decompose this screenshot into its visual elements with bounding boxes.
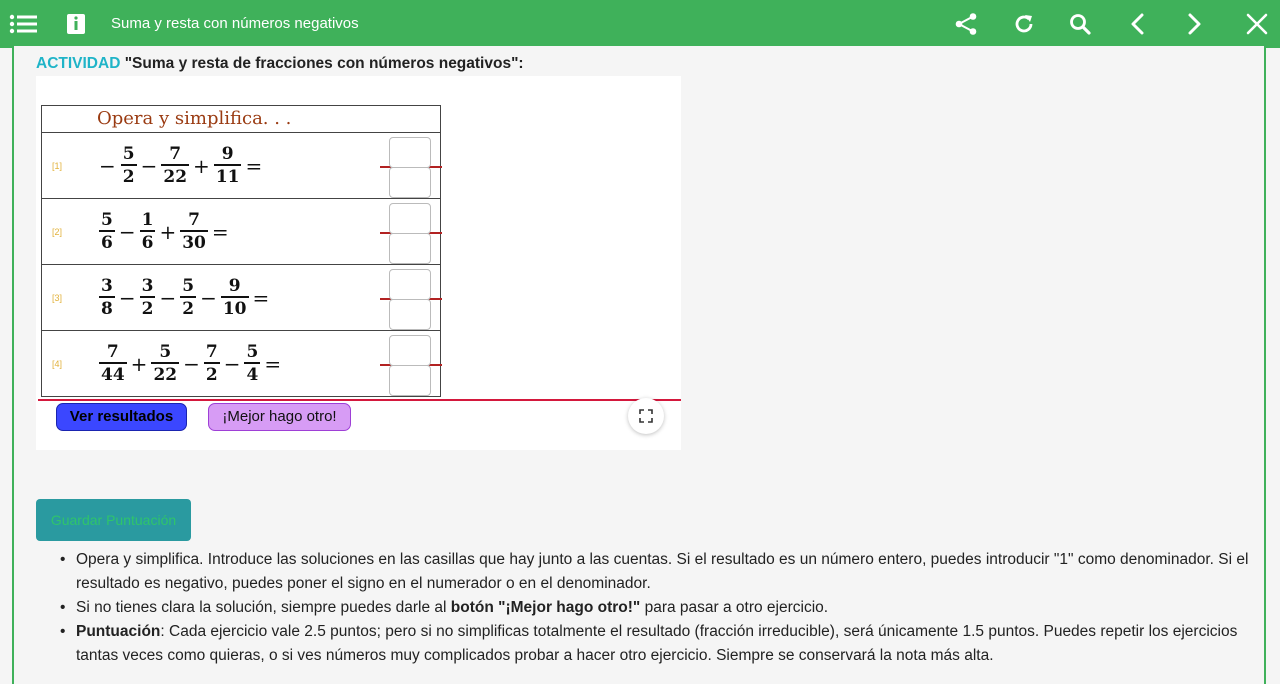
close-icon[interactable] (1242, 0, 1272, 48)
math-operator: − (140, 154, 158, 178)
show-results-button[interactable]: Ver resultados (56, 403, 187, 431)
math-operator: = (245, 154, 263, 178)
numerator: 7 (205, 342, 218, 363)
fraction (151, 342, 179, 386)
math-operator: = (264, 352, 282, 376)
fraction (204, 342, 220, 386)
math-operator: + (193, 154, 210, 178)
denominator: 22 (153, 364, 178, 385)
denominator: 6 (141, 232, 154, 253)
denominator: 2 (141, 298, 154, 319)
numerator: 7 (188, 210, 200, 231)
fraction (140, 276, 156, 320)
math-operator: + (159, 220, 177, 244)
exercise-row (42, 331, 440, 396)
exercise-table (41, 105, 441, 397)
math-operator: − (223, 352, 241, 376)
denominator: 22 (163, 166, 188, 187)
exercise-index: [1] (52, 161, 63, 171)
fraction (99, 276, 115, 320)
math-operator: − (99, 154, 116, 178)
fraction (99, 342, 127, 386)
denominator: 30 (182, 232, 206, 253)
denominator: 44 (101, 364, 125, 385)
math-operator: − (200, 286, 217, 310)
new-exercise-button[interactable]: ¡Mejor hago otro! (208, 403, 351, 431)
numerator: 5 (246, 342, 259, 363)
math-operator: − (183, 352, 200, 376)
exercise-row (42, 265, 440, 331)
denominator-input[interactable] (389, 365, 431, 396)
instruction-item: • Puntuación: Cada ejercicio vale 2.5 puntos; pero si no simplificas totalmente el resultado (fracción irreducible), será únicamente 1.5 puntos. Puedes repetir los ejercicios tantas veces como quieras, o si ves números muy complicados probar a hacer otro ejercicio. Siempre se conservará la nota más alta. (60, 620, 1260, 668)
math-operator: = (252, 286, 270, 310)
denominator-input[interactable] (389, 233, 431, 264)
top-bar (0, 0, 1280, 48)
math-operator: + (130, 352, 148, 376)
chevron-left-icon[interactable] (1124, 0, 1152, 48)
instruction-item: • Si no tienes clara la solución, siempre puedes darle al botón "¡Mejor hago otro!" para pasar a otro ejercicio. (60, 596, 1260, 620)
exercise-expression (97, 265, 271, 331)
numerator: 3 (101, 276, 113, 297)
fullscreen-button[interactable] (628, 398, 664, 434)
activity-keyword: ACTIVIDAD (36, 55, 121, 72)
numerator: 9 (228, 276, 241, 297)
denominator: 11 (215, 166, 240, 187)
divider-line (38, 399, 681, 401)
fraction (121, 144, 137, 188)
exercise-applet (36, 76, 681, 450)
fraction (140, 210, 156, 254)
reload-icon[interactable] (1010, 0, 1038, 48)
fraction (180, 210, 208, 254)
book-icon[interactable] (64, 0, 88, 48)
math-operator: − (118, 220, 136, 244)
denominator: 2 (122, 166, 135, 187)
fraction (221, 276, 249, 320)
fraction (214, 144, 242, 188)
exercise-index: [3] (52, 293, 63, 303)
chevron-right-icon[interactable] (1180, 0, 1208, 48)
numerator: 9 (221, 144, 234, 165)
denominator: 4 (246, 364, 259, 385)
exercise-instruction: Opera y simplifica. . . (97, 108, 292, 129)
activity-name: "Suma y resta de fracciones con números negativos": (124, 55, 524, 72)
denominator-input[interactable] (389, 299, 431, 330)
fraction (180, 276, 196, 320)
denominator: 2 (182, 298, 195, 319)
denominator: 8 (101, 298, 113, 319)
fraction (244, 342, 260, 386)
fullscreen-icon (639, 409, 653, 423)
math-operator: − (159, 286, 177, 310)
share-icon[interactable] (952, 0, 980, 48)
list-icon[interactable] (8, 0, 40, 48)
instructions-list (60, 548, 1260, 668)
math-operator: − (118, 286, 136, 310)
exercise-expression (97, 331, 283, 397)
numerator: 1 (141, 210, 154, 231)
numerator: 5 (182, 276, 195, 297)
numerator: 5 (101, 210, 113, 231)
exercise-row (42, 199, 440, 265)
numerator: 5 (122, 144, 135, 165)
fraction (99, 210, 115, 254)
exercise-expression (97, 199, 231, 265)
denominator: 2 (205, 364, 218, 385)
numerator: 7 (169, 144, 182, 165)
exercise-header (42, 106, 440, 133)
numerator: 3 (141, 276, 154, 297)
exercise-expression (97, 133, 264, 199)
numerator: 7 (106, 342, 119, 363)
fraction (161, 144, 189, 188)
search-icon[interactable] (1066, 0, 1094, 48)
numerator-input[interactable] (389, 203, 431, 234)
math-operator: = (211, 220, 229, 244)
instruction-item: • Opera y simplifica. Introduce las soluciones en las casillas que hay junto a las cuentas. Si el resultado es un número entero, puedes introducir "1" como denominador. Si el resultado es negativo, puedes poner el signo en el numerador o en el denominador. (60, 548, 1260, 596)
denominator-input[interactable] (389, 167, 431, 198)
numerator-input[interactable] (389, 269, 431, 300)
page-title: Suma y resta con números negativos (111, 15, 359, 32)
numerator-input[interactable] (389, 137, 431, 168)
save-score-button[interactable]: Guardar Puntuación (36, 499, 191, 541)
numerator: 5 (159, 342, 172, 363)
denominator: 10 (222, 298, 247, 319)
activity-title (36, 55, 524, 73)
numerator-input[interactable] (389, 335, 431, 366)
exercise-index: [2] (52, 227, 63, 237)
denominator: 6 (101, 232, 113, 253)
exercise-row (42, 133, 440, 199)
exercise-index: [4] (52, 359, 63, 369)
